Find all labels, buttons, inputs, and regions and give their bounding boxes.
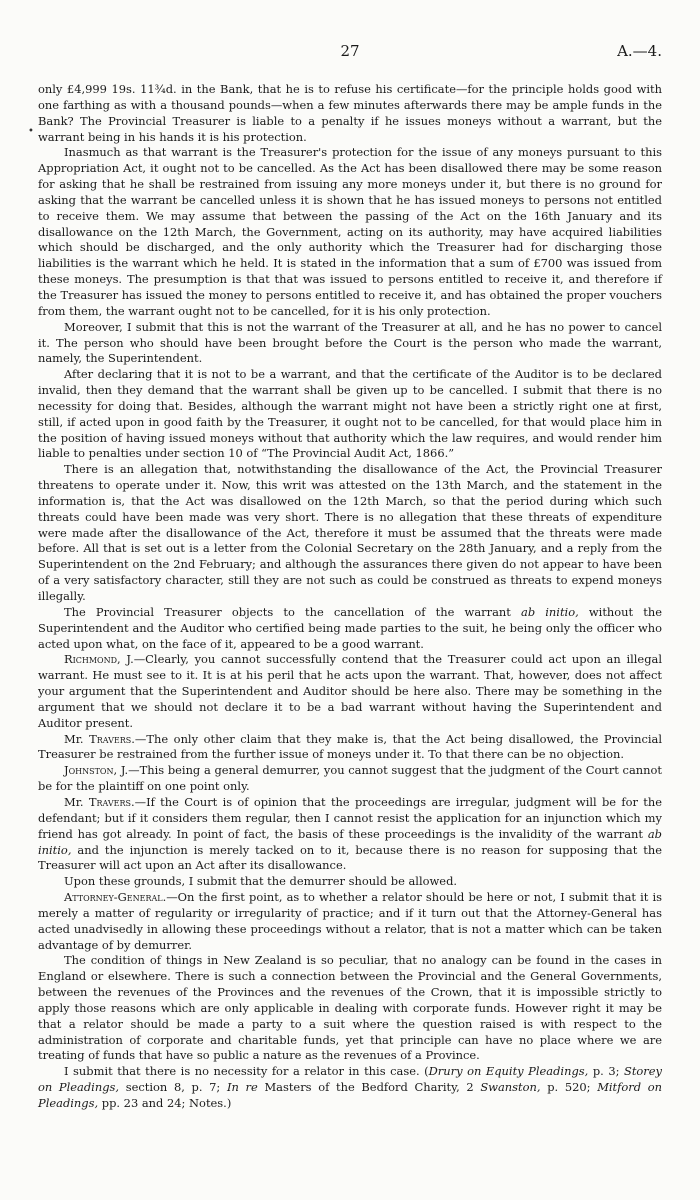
paragraph <box>38 367 662 462</box>
paragraph <box>38 145 662 319</box>
paragraph <box>38 890 662 953</box>
text-run: .—The only other claim that they make is, that the Act being disallowed, the Provincial Treasurer be restrained from the further issue of moneys under it. To that there can be no objection. <box>38 731 662 762</box>
text-run: After declaring that it is not to be a warrant, and that the certificate of the Auditor is to be declared invalid, then they demand that the warrant shall be given up to be cancelled. I submit that there is no necessity for doing that. Besides, although the warrant might not have been a strictly right one at first, still, if acted upon in good faith by the Treasurer, it ought not to be cancelled, for that would place him in the position of having issued moneys without that authority which the law requires, and would render him liable to penalties under section 10 of “The Provincial Audit Act, 1866.” <box>38 367 662 461</box>
italic-text: Mitford on Pleadings, <box>38 1080 662 1110</box>
text-run: Moreover, I submit that this is not the warrant of the Treasurer at all, and he has no power to cancel it. The person who should have been brought before the Court is the person who made the warrant, namely, the Superintendent. <box>38 319 662 366</box>
italic-text: ab initio, <box>38 826 662 857</box>
paragraph <box>38 82 662 145</box>
italic-text: In re <box>226 1080 258 1095</box>
text-run: Mr. <box>64 731 90 746</box>
paragraph <box>38 763 662 795</box>
text-run: section 8, p. 7; <box>119 1080 227 1095</box>
margin-mark: • <box>28 126 34 137</box>
text-run: p. 520; <box>540 1080 598 1095</box>
paragraph <box>38 732 662 764</box>
paragraph <box>38 652 662 731</box>
paragraph <box>38 953 662 1064</box>
text-run: , J.—Clearly, you cannot successfully contend that the Treasurer could act upon an illegal warrant. He must see to it. It is at his peril that he acts upon the warrant. That, however, does not affect your argument that the Superintendent and Auditor should be here also. There may be something in the argument that we should not declare it to be a bad warrant without having the Superintendent and Auditor present. <box>38 652 662 730</box>
document-reference: A.—4. <box>617 42 662 60</box>
paragraph <box>38 462 662 605</box>
text-run: .—If the Court is of opinion that the proceedings are irregular, judgment will be for the defendant; but if it considers them regular, then I cannot resist the application for an injunction which my friend has got already. In point of fact, the basis of these proceedings is the invalidity of the warrant <box>38 794 662 841</box>
text-run: Mr. <box>64 794 89 809</box>
paragraph <box>38 605 662 653</box>
text-run: , J.—This being a general demurrer, you cannot suggest that the judgment of the Court cannot be for the plaintiff on one point only. <box>38 763 662 794</box>
text-run: only £4,999 19s. 11¾d. in the Bank, that he is to refuse his certificate—for the principle holds good with one farthing as with a thousand pounds—when a few minutes afterwards there may be ample funds in the Bank? The Provincial Treasurer is liable to a penalty if he issues moneys without a warrant, but the warrant being in his hands it is his protection. <box>38 82 662 144</box>
text-run: p. 3; <box>588 1064 624 1079</box>
text-run: The Provincial Treasurer objects to the cancellation of the warrant <box>64 604 521 619</box>
text-run: pp. 23 and 24; Notes.) <box>98 1096 232 1110</box>
text-run: Masters of the Bedford Charity, 2 <box>257 1080 481 1095</box>
text-run: I submit that there is no necessity for a relator in this case. ( <box>64 1064 429 1079</box>
paragraph <box>38 320 662 368</box>
text-run: Inasmuch as that warrant is the Treasurer's protection for the issue of any moneys pursuant to this Appropriation Act, it ought not to be cancelled. As the Act has been disallowed there may be some reason for asking that he shall be restrained from issuing any more moneys under it, but there is no ground for asking that the warrant be cancelled unless it is shown that he has issued moneys to persons not entitled to receive them. We may assume that between the passing of the Act on the 16th January and its disallowance on the 12th March, the Government, acting on its authority, may have acquired liabilities which should be discharged, and the only authority which the Treasurer had for discharging those liabilities is the warrant which he held. It is stated in the information that a sum of £700 was issued from these moneys. The presumption is that that was issued to persons entitled to receive it, and therefore if the Treasurer has issued the money to persons entitled to receive it, and has obtained the proper vouchers from them, the warrant ought not to be cancelled, for it is his only protection. <box>38 145 662 318</box>
page-header <box>38 42 662 64</box>
paragraph <box>38 1064 662 1112</box>
text-run: There is an allegation that, notwithstanding the disallowance of the Act, the Provincial Treasurer threatens to operate under it. Now, this writ was attested on the 13th March, and the statement in the information is, that the Act was disallowed on the 12th March, so that the period during which such threats could have been made was very short. There is no allegation that these threats of expenditure were made after the disallowance of the Act, therefore it must be assumed that the threats were made before. All that is set out is a letter from the Colonial Secretary on the 28th January, and a reply from the Superintendent on the 2nd February; and although the assurances there given do not appear to have been of a very satisfactory character, still they are not such as could be construed as threats to expend moneys illegally. <box>38 462 662 603</box>
text-run: without the Superintendent and the Auditor who certified being made parties to the suit, he being only the officer who acted upon what, on the face of it, appeared to be a good warrant. <box>38 604 662 651</box>
italic-text: Storey on Pleadings, <box>38 1064 662 1095</box>
speaker-name: Johnston <box>64 763 114 778</box>
body-text <box>38 82 662 1112</box>
paragraph <box>38 795 662 874</box>
text-run: and the injunction is merely tacked on to it, because there is no reason for supposing that the Treasurer will act upon an Act after its disallowance. <box>38 842 662 873</box>
speaker-name: Richmond <box>64 652 118 667</box>
italic-text: Swanston, <box>480 1080 541 1095</box>
text-run: Upon these grounds, I submit that the demurrer should be allowed. <box>64 874 458 889</box>
speaker-name: Travers <box>88 794 132 809</box>
page-number: 27 <box>340 42 360 60</box>
paragraph <box>38 874 662 890</box>
italic-text: ab initio, <box>521 604 579 619</box>
speaker-name: Travers <box>89 731 132 746</box>
text-run: .—On the first point, as to whether a relator should be here or not, I submit that it is merely a matter of regularity or irregularity of practice; and if it turn out that the Attorney-General has acted unadvisedly in allowing these proceedings without a relator, that is not a matter which can be taken advantage of by demurrer. <box>38 890 662 952</box>
speaker-name: Attorney-General <box>64 890 163 905</box>
italic-text: Drury on Equity Pleadings, <box>428 1064 589 1079</box>
text-run: The condition of things in New Zealand is so peculiar, that no analogy can be found in the cases in England or elsewhere. There is such a connection between the Provincial and the General Governments, between the revenues of the Provinces and the revenues of the Crown, that it is impossible strictly to apply those reasons which are only applicable in dealing with corporate funds. However right it may be that a relator should be made a party to a suit where the question raised is with respect to the administration of corporate and charitable funds, yet that principle can have no place where we are treating of funds that have so public a nature as the revenues of a Province. <box>38 953 662 1063</box>
